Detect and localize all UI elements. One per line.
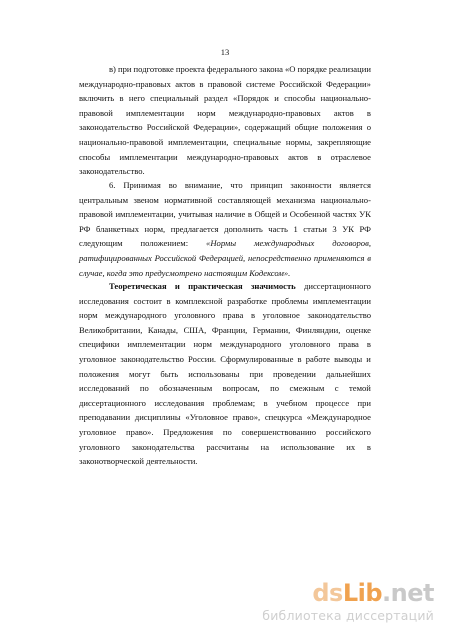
- word: законодательство: [120, 353, 184, 364]
- word: работе: [305, 353, 330, 364]
- word: следующим: [79, 238, 123, 249]
- word: имплементации,: [168, 136, 229, 147]
- text-line: [79, 425, 371, 440]
- word: законодательство: [307, 310, 371, 321]
- word: Предложения: [163, 426, 214, 437]
- logo-tagline: библиотека диссертаций: [262, 608, 434, 623]
- word: исследования: [154, 397, 205, 408]
- word: при: [249, 368, 263, 379]
- logo-net: .net: [382, 579, 434, 607]
- word: использованы: [188, 368, 240, 379]
- word: России.: [188, 353, 217, 364]
- word: норм: [193, 339, 212, 350]
- word: проекта: [175, 64, 205, 74]
- word: внимание,: [184, 180, 223, 190]
- paragraph-significance: [79, 279, 371, 469]
- text-line: [79, 77, 371, 92]
- word: международно-правовых: [228, 107, 321, 118]
- text-line: [79, 164, 371, 179]
- word: закона: [259, 64, 283, 74]
- word: 1: [293, 223, 298, 234]
- word: уголовное: [79, 353, 117, 364]
- word: совершенствованию: [241, 426, 317, 437]
- word: дополнить: [224, 223, 263, 234]
- word: что: [230, 180, 243, 190]
- word: использование: [280, 441, 335, 452]
- word: него: [128, 93, 145, 104]
- word: международных: [253, 238, 315, 249]
- word: практическая: [188, 281, 243, 291]
- word: диссертационного: [304, 281, 371, 291]
- word: способы: [284, 93, 316, 104]
- text-line: [79, 352, 371, 367]
- word: преподавании: [79, 412, 131, 423]
- word: «Международное: [306, 412, 371, 423]
- word: содержащий: [244, 122, 291, 133]
- word: включить: [79, 93, 115, 104]
- word: УК: [359, 209, 371, 220]
- word: специфики: [79, 339, 120, 350]
- text-line: [79, 207, 371, 222]
- word: рассчитаны: [206, 441, 249, 452]
- text-line: [79, 294, 371, 309]
- word: законности: [290, 180, 332, 190]
- word: международного: [219, 339, 282, 350]
- word: звеном: [133, 194, 159, 205]
- word: дисциплины: [134, 412, 181, 423]
- text-line: [79, 367, 371, 382]
- word: имплементации,: [115, 209, 176, 220]
- word: на: [260, 441, 270, 452]
- word: Сформулированные: [220, 353, 294, 364]
- word: и: [174, 281, 180, 291]
- word: норм: [197, 107, 216, 118]
- word: 6.: [109, 180, 116, 190]
- word: уголовного: [79, 441, 120, 452]
- word: 3: [332, 223, 337, 234]
- word: имплементации: [127, 339, 186, 350]
- word: Канады,: [147, 324, 179, 335]
- text-line: [79, 106, 371, 121]
- word: исследований: [79, 383, 130, 394]
- word: актов: [175, 78, 196, 89]
- word: нормативной: [164, 194, 213, 205]
- word: актов: [333, 107, 354, 118]
- word: правовой: [79, 107, 113, 118]
- word: в: [119, 93, 124, 104]
- word: Германии,: [252, 324, 291, 335]
- word: Российской: [146, 122, 190, 133]
- word: положения: [79, 368, 119, 379]
- word: национально-: [320, 194, 371, 205]
- word: принцип: [250, 180, 283, 190]
- text-line: [79, 381, 371, 396]
- word: проведении: [273, 368, 316, 379]
- word: диссертационного: [79, 397, 146, 408]
- word: права: [222, 310, 244, 321]
- word: законодательство.: [79, 166, 145, 177]
- word: в: [366, 339, 371, 350]
- text-line: [79, 150, 371, 165]
- word: Финляндии,: [295, 324, 341, 335]
- word: реализации: [328, 64, 371, 74]
- word: оценке: [345, 324, 371, 335]
- word: выводы: [334, 353, 363, 364]
- word: законодательства: [131, 441, 195, 452]
- word: их: [346, 441, 356, 452]
- word: в: [199, 78, 204, 89]
- word: раздел: [203, 93, 228, 104]
- word: имплементации: [312, 295, 371, 306]
- word: быть: [160, 368, 179, 379]
- word: учебном: [276, 397, 308, 408]
- text-line: [79, 266, 371, 281]
- text-line: [79, 193, 371, 208]
- word: механизма: [276, 194, 316, 205]
- word: РФ: [359, 223, 371, 234]
- word: с: [334, 383, 339, 394]
- word: бланкетных: [95, 223, 140, 234]
- word: Федерации»,: [193, 122, 241, 133]
- word: «Нормы: [206, 238, 237, 249]
- word: уголовного: [174, 310, 216, 321]
- word: норм,: [144, 223, 166, 234]
- word: договоров,: [332, 238, 371, 249]
- text-line: [79, 454, 371, 469]
- word: частях: [332, 209, 357, 220]
- word: уголовное: [262, 310, 300, 321]
- word: правовой: [207, 78, 242, 89]
- word: часть: [268, 223, 288, 234]
- word: Российской: [279, 78, 322, 89]
- word: могут: [129, 368, 151, 379]
- word: при: [357, 397, 371, 408]
- word: по: [222, 426, 232, 437]
- word: комплексной: [175, 295, 223, 306]
- word: закрепляющие: [317, 136, 371, 147]
- paragraph-item-6: [79, 178, 371, 280]
- word: Федерации»: [326, 78, 371, 89]
- word: РФ: [79, 223, 91, 234]
- text-line: [79, 440, 371, 455]
- word: в: [366, 441, 371, 452]
- word: права: [338, 339, 359, 350]
- word: имплементации: [126, 107, 185, 118]
- word: является: [339, 180, 371, 190]
- word: Теоретическая: [109, 281, 167, 291]
- text-line: [79, 308, 371, 323]
- word: центральным: [79, 194, 129, 205]
- word: федерального: [206, 64, 258, 74]
- word: российского: [325, 426, 371, 437]
- text-line: [79, 178, 371, 193]
- word: Великобритании,: [79, 324, 143, 335]
- text-line: [79, 62, 371, 77]
- word: «Уголовное: [185, 412, 228, 423]
- word: проблемы: [271, 295, 309, 306]
- word: системе: [245, 78, 276, 89]
- word: и: [366, 353, 371, 364]
- word: порядке: [297, 64, 327, 74]
- text-line: [79, 323, 371, 338]
- word: и: [274, 93, 279, 104]
- word: обозначенным: [159, 383, 213, 394]
- page-number: 13: [220, 47, 230, 57]
- word: о: [366, 122, 371, 133]
- word: специальные: [233, 136, 281, 147]
- logo-ds: ds: [312, 579, 343, 607]
- word: в: [250, 310, 255, 321]
- word: в: [366, 107, 371, 118]
- word: общие: [294, 122, 319, 133]
- word: положением:: [140, 238, 189, 249]
- word: статьи: [303, 223, 327, 234]
- word: смежным: [289, 383, 325, 394]
- word: во: [168, 180, 177, 190]
- word: в: [166, 295, 171, 306]
- text-line: [79, 279, 371, 294]
- word: Франции,: [211, 324, 248, 335]
- text-line: [79, 91, 371, 106]
- word: непосредственно: [248, 252, 312, 263]
- word: спецкурса: [264, 412, 303, 423]
- word: наличие: [215, 209, 246, 220]
- word: норм: [79, 310, 98, 321]
- logo-lib: Lib: [342, 579, 383, 607]
- text-line: [79, 337, 371, 352]
- word: право».: [126, 426, 154, 437]
- word: право»,: [232, 412, 261, 423]
- word: уголовного: [289, 339, 331, 350]
- word: Принимая: [123, 180, 161, 190]
- word: США,: [183, 324, 207, 335]
- word: в: [317, 151, 322, 162]
- dslib-watermark: [262, 581, 434, 623]
- text-line: [79, 135, 371, 150]
- text-line: [79, 396, 371, 411]
- word: имплементации: [119, 151, 178, 162]
- word: разработке: [227, 295, 267, 306]
- word: вопросам,: [222, 383, 260, 394]
- text-line: [79, 222, 371, 237]
- word: подготовке: [133, 64, 174, 74]
- word: в: [367, 252, 371, 263]
- word: уголовное: [79, 426, 117, 437]
- word: процессе: [315, 397, 350, 408]
- word: УК: [342, 223, 355, 234]
- word: в: [263, 397, 268, 408]
- word: учитывая: [178, 209, 213, 220]
- word: значимость: [250, 281, 296, 291]
- word: «Порядок: [233, 93, 269, 104]
- word: законодательство: [79, 122, 143, 133]
- dslib-logo: [262, 581, 434, 605]
- word: случае, когда это предусмотрено настоящим Кодексом».: [79, 267, 291, 278]
- text-line: [79, 120, 371, 135]
- word: способы: [79, 151, 111, 162]
- word: Российской: [154, 252, 197, 263]
- word: в): [109, 64, 116, 74]
- word: нормы,: [285, 136, 313, 147]
- word: правовой: [79, 209, 113, 220]
- word: «О: [284, 64, 296, 74]
- word: состоит: [133, 295, 162, 306]
- word: в: [297, 353, 302, 364]
- word: ратифицированных: [79, 252, 152, 263]
- word: актов: [288, 151, 308, 162]
- word: международного: [105, 310, 167, 321]
- word: по: [139, 383, 149, 394]
- word: проблемам;: [212, 397, 256, 408]
- text-line: [79, 410, 371, 425]
- word: предлагается: [170, 223, 219, 234]
- word: в: [247, 209, 252, 220]
- word: национально-: [320, 93, 371, 104]
- word: по: [270, 383, 280, 394]
- word: законотворческой деятельности.: [79, 456, 198, 467]
- word: международно-правовых: [186, 151, 279, 162]
- word: специальный: [150, 93, 199, 104]
- word: и: [282, 209, 288, 220]
- word: дальнейших: [325, 368, 371, 379]
- word: отраслевое: [330, 151, 371, 162]
- word: составляющей: [217, 194, 272, 205]
- word: Федерацией,: [198, 252, 246, 263]
- word: международно-правовых: [79, 78, 171, 89]
- word: Особенной: [289, 209, 331, 220]
- word: темой: [349, 383, 371, 394]
- word: положения: [322, 122, 363, 133]
- text-line: [79, 236, 371, 251]
- word: национально-правовой: [79, 136, 164, 147]
- word: применяются: [313, 252, 365, 263]
- word: Общей: [254, 209, 281, 220]
- word: исследования: [79, 295, 129, 306]
- paragraph-recommendation-v: [79, 62, 371, 179]
- word: при: [117, 64, 132, 74]
- text-line: [79, 251, 371, 266]
